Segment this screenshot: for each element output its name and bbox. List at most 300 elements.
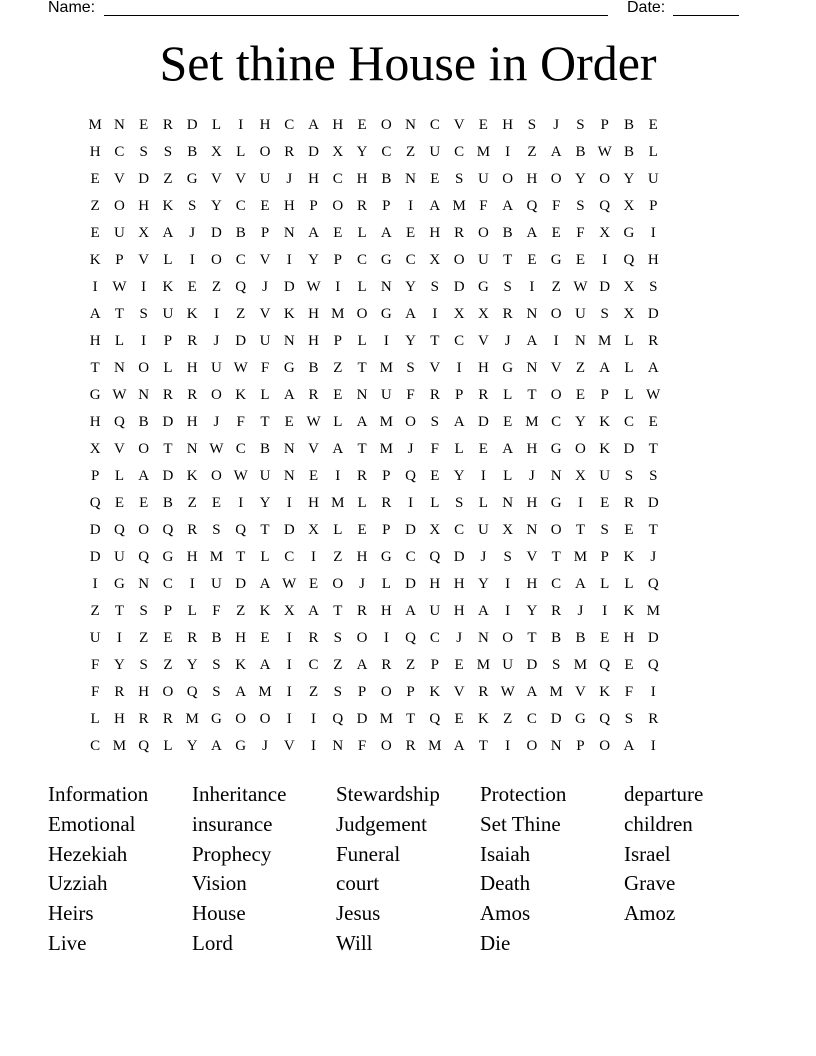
grid-letter[interactable]: W — [306, 414, 321, 430]
grid-letter[interactable]: A — [453, 414, 465, 430]
grid-letter[interactable]: X — [89, 441, 101, 457]
grid-letter[interactable]: M — [88, 117, 102, 133]
grid-letter[interactable]: R — [187, 333, 198, 349]
grid-letter[interactable]: T — [551, 549, 561, 565]
grid-letter[interactable]: F — [212, 603, 221, 619]
grid-letter[interactable]: N — [550, 738, 562, 754]
grid-letter[interactable]: I — [286, 711, 292, 727]
grid-letter[interactable]: S — [139, 603, 148, 619]
grid-letter[interactable]: D — [405, 576, 416, 592]
grid-letter[interactable]: I — [92, 576, 98, 592]
grid-letter[interactable]: I — [141, 279, 147, 295]
grid-letter[interactable]: B — [623, 117, 634, 133]
grid-letter[interactable]: E — [284, 414, 294, 430]
grid-letter[interactable]: V — [259, 306, 271, 322]
grid-letter[interactable]: W — [233, 360, 248, 376]
grid-letter[interactable]: L — [163, 738, 173, 754]
grid-letter[interactable]: S — [624, 711, 634, 727]
grid-letter[interactable]: U — [89, 630, 101, 646]
grid-letter[interactable]: W — [282, 576, 297, 592]
grid-letter[interactable]: C — [429, 630, 440, 646]
grid-letter[interactable]: O — [405, 414, 416, 430]
grid-letter[interactable]: R — [308, 630, 319, 646]
grid-letter[interactable]: E — [163, 630, 173, 646]
grid-letter[interactable]: V — [259, 252, 271, 268]
grid-letter[interactable]: L — [357, 333, 367, 349]
grid-letter[interactable]: K — [623, 549, 635, 565]
grid-letter[interactable]: H — [113, 711, 125, 727]
grid-letter[interactable]: M — [573, 657, 588, 673]
grid-letter[interactable]: B — [187, 144, 198, 160]
grid-letter[interactable]: I — [602, 603, 608, 619]
grid-letter[interactable]: L — [624, 360, 634, 376]
grid-letter[interactable]: T — [648, 522, 658, 538]
grid-letter[interactable]: O — [380, 738, 392, 754]
grid-letter[interactable]: M — [646, 603, 660, 619]
grid-letter[interactable]: D — [235, 333, 247, 349]
grid-letter[interactable]: I — [577, 495, 583, 511]
grid-letter[interactable]: L — [114, 333, 124, 349]
grid-letter[interactable]: L — [624, 387, 634, 403]
grid-letter[interactable]: I — [238, 495, 244, 511]
grid-letter[interactable]: V — [113, 441, 125, 457]
grid-letter[interactable]: C — [235, 198, 246, 214]
grid-letter[interactable]: H — [308, 333, 319, 349]
grid-letter[interactable]: V — [138, 252, 150, 268]
grid-letter[interactable]: H — [502, 117, 514, 133]
grid-letter[interactable]: L — [333, 522, 343, 538]
grid-letter[interactable]: R — [138, 711, 149, 727]
grid-letter[interactable]: H — [308, 495, 319, 511]
grid-letter[interactable]: H — [429, 225, 441, 241]
grid-letter[interactable]: T — [430, 333, 440, 349]
grid-letter[interactable]: A — [259, 576, 271, 592]
grid-letter[interactable]: C — [526, 711, 537, 727]
grid-letter[interactable]: R — [623, 495, 634, 511]
grid-letter[interactable]: H — [356, 549, 368, 565]
grid-letter[interactable]: A — [259, 657, 271, 673]
grid-letter[interactable]: R — [478, 387, 489, 403]
grid-letter[interactable]: C — [90, 738, 101, 754]
grid-letter[interactable]: I — [383, 333, 389, 349]
grid-letter[interactable]: D — [235, 576, 247, 592]
grid-letter[interactable]: C — [235, 441, 246, 457]
grid-letter[interactable]: G — [186, 171, 198, 187]
grid-letter[interactable]: E — [406, 225, 416, 241]
grid-letter[interactable]: H — [308, 171, 319, 187]
grid-letter[interactable]: Q — [332, 711, 344, 727]
grid-letter[interactable]: T — [527, 387, 537, 403]
grid-letter[interactable]: M — [209, 549, 224, 565]
grid-letter[interactable]: Z — [163, 171, 173, 187]
grid-letter[interactable]: G — [502, 360, 514, 376]
grid-letter[interactable]: J — [213, 333, 220, 349]
grid-letter[interactable]: L — [454, 441, 464, 457]
grid-letter[interactable]: S — [139, 306, 148, 322]
grid-letter[interactable]: L — [381, 576, 391, 592]
grid-letter[interactable]: V — [211, 171, 222, 187]
grid-letter[interactable]: V — [429, 360, 441, 376]
grid-letter[interactable]: P — [600, 117, 609, 133]
grid-letter[interactable]: I — [238, 117, 244, 133]
grid-letter[interactable]: H — [526, 171, 538, 187]
grid-letter[interactable]: C — [405, 549, 416, 565]
grid-letter[interactable]: I — [286, 252, 292, 268]
grid-letter[interactable]: Z — [187, 495, 197, 511]
grid-letter[interactable]: N — [575, 333, 586, 349]
grid-letter[interactable]: K — [477, 711, 489, 727]
grid-letter[interactable]: E — [478, 441, 488, 457]
grid-letter[interactable]: R — [648, 333, 659, 349]
grid-letter[interactable]: V — [526, 549, 538, 565]
grid-letter[interactable]: O — [526, 738, 538, 754]
grid-letter[interactable]: X — [477, 306, 489, 322]
grid-letter[interactable]: I — [650, 225, 656, 241]
grid-letter[interactable]: S — [406, 360, 415, 376]
grid-letter[interactable]: C — [405, 252, 416, 268]
grid-letter[interactable]: A — [502, 441, 514, 457]
grid-letter[interactable]: X — [502, 522, 514, 538]
grid-letter[interactable]: O — [502, 630, 514, 646]
grid-letter[interactable]: Y — [575, 414, 586, 430]
grid-letter[interactable]: D — [162, 468, 174, 484]
grid-letter[interactable]: S — [333, 684, 342, 700]
grid-letter[interactable]: R — [187, 522, 198, 538]
grid-letter[interactable]: Z — [333, 657, 343, 673]
grid-letter[interactable]: S — [576, 117, 585, 133]
grid-letter[interactable]: J — [480, 549, 487, 565]
grid-letter[interactable]: E — [503, 414, 513, 430]
grid-letter[interactable]: P — [115, 252, 124, 268]
grid-letter[interactable]: N — [113, 117, 125, 133]
grid-letter[interactable]: Y — [259, 495, 271, 511]
grid-letter[interactable]: D — [647, 306, 659, 322]
grid-letter[interactable]: U — [477, 252, 489, 268]
grid-letter[interactable]: C — [332, 171, 343, 187]
grid-letter[interactable]: R — [429, 387, 440, 403]
grid-letter[interactable]: T — [406, 711, 416, 727]
grid-letter[interactable]: H — [186, 549, 198, 565]
grid-letter[interactable]: L — [236, 144, 246, 160]
grid-letter[interactable]: Z — [163, 657, 173, 673]
grid-letter[interactable]: U — [259, 333, 271, 349]
grid-letter[interactable]: W — [597, 144, 612, 160]
grid-letter[interactable]: N — [113, 360, 125, 376]
grid-letter[interactable]: K — [599, 441, 611, 457]
grid-letter[interactable]: S — [212, 657, 221, 673]
grid-letter[interactable]: E — [478, 117, 488, 133]
grid-letter[interactable]: A — [283, 387, 295, 403]
grid-letter[interactable]: R — [162, 711, 173, 727]
grid-letter[interactable]: D — [599, 279, 611, 295]
grid-letter[interactable]: P — [382, 468, 391, 484]
grid-letter[interactable]: D — [647, 495, 659, 511]
grid-letter[interactable]: H — [259, 117, 271, 133]
grid-letter[interactable]: C — [114, 144, 125, 160]
grid-letter[interactable]: R — [187, 630, 198, 646]
grid-letter[interactable]: A — [138, 468, 150, 484]
grid-letter[interactable]: H — [453, 576, 465, 592]
grid-letter[interactable]: N — [356, 387, 368, 403]
grid-letter[interactable]: N — [405, 171, 416, 187]
grid-letter[interactable]: M — [258, 684, 272, 700]
grid-letter[interactable]: Q — [405, 630, 416, 646]
grid-letter[interactable]: E — [454, 657, 464, 673]
grid-letter[interactable]: F — [90, 684, 100, 700]
grid-letter[interactable]: I — [335, 468, 341, 484]
grid-letter[interactable]: D — [453, 549, 465, 565]
grid-letter[interactable]: I — [286, 630, 292, 646]
grid-letter[interactable]: P — [576, 738, 585, 754]
grid-letter[interactable]: D — [186, 117, 198, 133]
grid-letter[interactable]: E — [333, 387, 343, 403]
grid-letter[interactable]: Z — [90, 603, 100, 619]
grid-letter[interactable]: H — [283, 198, 295, 214]
grid-letter[interactable]: B — [551, 630, 562, 646]
grid-letter[interactable]: A — [405, 603, 416, 619]
grid-letter[interactable]: D — [453, 279, 465, 295]
grid-letter[interactable]: I — [311, 738, 317, 754]
grid-letter[interactable]: S — [188, 198, 197, 214]
grid-letter[interactable]: L — [503, 468, 513, 484]
grid-letter[interactable]: R — [187, 387, 198, 403]
grid-letter[interactable]: P — [163, 603, 173, 619]
grid-letter[interactable]: O — [477, 225, 489, 241]
grid-letter[interactable]: Q — [599, 198, 611, 214]
grid-letter[interactable]: I — [92, 279, 98, 295]
grid-letter[interactable]: A — [647, 360, 659, 376]
grid-letter[interactable]: P — [649, 198, 658, 214]
grid-letter[interactable]: S — [454, 171, 464, 187]
grid-letter[interactable]: K — [186, 306, 198, 322]
grid-letter[interactable]: H — [647, 252, 659, 268]
grid-letter[interactable]: S — [552, 657, 561, 673]
grid-letter[interactable]: R — [454, 225, 465, 241]
grid-letter[interactable]: O — [575, 441, 586, 457]
grid-letter[interactable]: S — [503, 279, 512, 295]
grid-letter[interactable]: S — [624, 468, 634, 484]
grid-letter[interactable]: Y — [356, 144, 368, 160]
grid-letter[interactable]: E — [308, 468, 319, 484]
grid-letter[interactable]: L — [187, 603, 197, 619]
grid-letter[interactable]: H — [89, 414, 101, 430]
grid-letter[interactable]: U — [477, 171, 489, 187]
grid-letter[interactable]: H — [623, 630, 635, 646]
grid-letter[interactable]: I — [408, 495, 414, 511]
grid-letter[interactable]: U — [647, 171, 659, 187]
grid-letter[interactable]: H — [477, 360, 489, 376]
grid-letter[interactable]: E — [624, 657, 634, 673]
grid-letter[interactable]: N — [283, 333, 295, 349]
grid-letter[interactable]: C — [551, 414, 562, 430]
grid-letter[interactable]: G — [550, 441, 562, 457]
grid-letter[interactable]: B — [381, 171, 392, 187]
grid-letter[interactable]: M — [428, 738, 442, 754]
grid-letter[interactable]: S — [430, 279, 440, 295]
grid-letter[interactable]: E — [551, 225, 561, 241]
grid-letter[interactable]: N — [526, 360, 538, 376]
grid-letter[interactable]: L — [357, 279, 367, 295]
grid-letter[interactable]: L — [503, 387, 513, 403]
grid-letter[interactable]: X — [283, 603, 295, 619]
grid-letter[interactable]: R — [162, 117, 173, 133]
grid-letter[interactable]: J — [213, 414, 220, 430]
grid-letter[interactable]: N — [283, 225, 295, 241]
grid-letter[interactable]: A — [623, 738, 635, 754]
grid-letter[interactable]: A — [405, 306, 416, 322]
grid-letter[interactable]: A — [308, 225, 319, 241]
grid-letter[interactable]: T — [114, 306, 124, 322]
grid-letter[interactable]: W — [306, 279, 321, 295]
grid-letter[interactable]: Q — [429, 549, 441, 565]
grid-letter[interactable]: P — [600, 387, 609, 403]
grid-letter[interactable]: Q — [599, 657, 611, 673]
grid-letter[interactable]: Y — [113, 657, 125, 673]
grid-letter[interactable]: M — [549, 684, 563, 700]
grid-letter[interactable]: F — [576, 225, 585, 241]
grid-letter[interactable]: X — [429, 252, 441, 268]
grid-letter[interactable]: B — [138, 414, 149, 430]
grid-letter[interactable]: Y — [211, 198, 222, 214]
grid-letter[interactable]: C — [284, 117, 295, 133]
grid-letter[interactable]: I — [456, 360, 462, 376]
grid-letter[interactable]: M — [476, 144, 491, 160]
grid-letter[interactable]: L — [90, 711, 100, 727]
grid-letter[interactable]: K — [599, 414, 611, 430]
grid-letter[interactable]: G — [623, 225, 635, 241]
grid-letter[interactable]: B — [502, 225, 513, 241]
grid-letter[interactable]: T — [527, 630, 537, 646]
grid-letter[interactable]: C — [308, 657, 319, 673]
grid-letter[interactable]: W — [573, 279, 588, 295]
grid-letter[interactable]: D — [308, 144, 319, 160]
grid-letter[interactable]: N — [283, 468, 295, 484]
grid-letter[interactable]: J — [553, 117, 560, 133]
grid-letter[interactable]: B — [575, 144, 586, 160]
grid-letter[interactable]: T — [648, 441, 658, 457]
grid-letter[interactable]: U — [599, 468, 611, 484]
grid-letter[interactable]: P — [454, 387, 464, 403]
grid-letter[interactable]: X — [623, 198, 635, 214]
grid-letter[interactable]: I — [529, 279, 535, 295]
grid-letter[interactable]: I — [311, 549, 317, 565]
grid-letter[interactable]: L — [163, 252, 173, 268]
name-field[interactable] — [104, 15, 608, 16]
grid-letter[interactable]: P — [333, 252, 342, 268]
grid-letter[interactable]: G — [211, 711, 222, 727]
grid-letter[interactable]: M — [379, 360, 393, 376]
grid-letter[interactable]: O — [113, 198, 125, 214]
grid-letter[interactable]: P — [333, 333, 342, 349]
grid-letter[interactable]: R — [162, 387, 173, 403]
grid-letter[interactable]: R — [357, 198, 368, 214]
grid-letter[interactable]: E — [187, 279, 197, 295]
grid-letter[interactable]: P — [260, 225, 270, 241]
grid-letter[interactable]: K — [186, 468, 198, 484]
grid-letter[interactable]: O — [550, 387, 562, 403]
grid-letter[interactable]: Q — [429, 711, 441, 727]
grid-letter[interactable]: G — [477, 279, 489, 295]
grid-letter[interactable]: F — [357, 738, 367, 754]
grid-letter[interactable]: O — [502, 171, 514, 187]
grid-letter[interactable]: L — [624, 333, 634, 349]
grid-letter[interactable]: Z — [333, 360, 343, 376]
grid-letter[interactable]: S — [454, 495, 464, 511]
grid-letter[interactable]: C — [454, 522, 465, 538]
grid-letter[interactable]: F — [90, 657, 100, 673]
grid-letter[interactable]: E — [357, 117, 367, 133]
grid-letter[interactable]: C — [357, 252, 368, 268]
grid-letter[interactable]: S — [503, 549, 512, 565]
grid-letter[interactable]: X — [599, 225, 611, 241]
grid-letter[interactable]: W — [112, 387, 127, 403]
grid-letter[interactable]: B — [623, 144, 634, 160]
grid-letter[interactable]: M — [379, 441, 393, 457]
grid-letter[interactable]: R — [381, 495, 392, 511]
grid-letter[interactable]: C — [454, 333, 465, 349]
grid-letter[interactable]: C — [551, 576, 562, 592]
grid-letter[interactable]: O — [550, 522, 562, 538]
grid-letter[interactable]: O — [162, 684, 174, 700]
grid-letter[interactable]: A — [453, 738, 465, 754]
grid-letter[interactable]: F — [260, 360, 270, 376]
grid-letter[interactable]: E — [575, 252, 586, 268]
grid-letter[interactable]: O — [259, 711, 271, 727]
grid-letter[interactable]: I — [505, 576, 511, 592]
grid-letter[interactable]: S — [430, 414, 440, 430]
grid-letter[interactable]: W — [646, 387, 661, 403]
grid-letter[interactable]: Z — [308, 684, 319, 700]
grid-letter[interactable]: J — [189, 225, 196, 241]
grid-letter[interactable]: E — [260, 630, 270, 646]
grid-letter[interactable]: K — [162, 279, 174, 295]
grid-letter[interactable]: I — [189, 576, 195, 592]
grid-letter[interactable]: A — [308, 603, 319, 619]
grid-letter[interactable]: J — [650, 549, 657, 565]
grid-letter[interactable]: P — [90, 468, 100, 484]
grid-letter[interactable]: U — [162, 306, 174, 322]
grid-letter[interactable]: L — [333, 414, 343, 430]
grid-letter[interactable]: E — [90, 171, 100, 187]
grid-letter[interactable]: X — [623, 306, 635, 322]
grid-letter[interactable]: E — [114, 495, 124, 511]
grid-letter[interactable]: O — [138, 441, 150, 457]
grid-letter[interactable]: U — [211, 360, 222, 376]
grid-letter[interactable]: U — [477, 522, 489, 538]
grid-letter[interactable]: O — [259, 144, 271, 160]
grid-letter[interactable]: D — [526, 657, 538, 673]
grid-letter[interactable]: K — [235, 657, 247, 673]
grid-letter[interactable]: R — [405, 738, 416, 754]
grid-letter[interactable]: A — [211, 738, 222, 754]
grid-letter[interactable]: O — [211, 252, 222, 268]
grid-letter[interactable]: P — [382, 522, 391, 538]
grid-letter[interactable]: E — [648, 414, 658, 430]
grid-letter[interactable]: S — [600, 522, 609, 538]
grid-letter[interactable]: S — [600, 306, 609, 322]
grid-letter[interactable]: Q — [405, 468, 416, 484]
grid-letter[interactable]: Z — [211, 279, 222, 295]
grid-letter[interactable]: U — [113, 225, 125, 241]
grid-letter[interactable]: L — [357, 225, 367, 241]
grid-letter[interactable]: D — [356, 711, 368, 727]
grid-letter[interactable]: C — [454, 144, 465, 160]
grid-letter[interactable]: I — [116, 630, 122, 646]
grid-letter[interactable]: J — [577, 603, 584, 619]
grid-letter[interactable]: L — [211, 117, 222, 133]
grid-letter[interactable]: R — [478, 684, 489, 700]
grid-letter[interactable]: R — [551, 603, 562, 619]
